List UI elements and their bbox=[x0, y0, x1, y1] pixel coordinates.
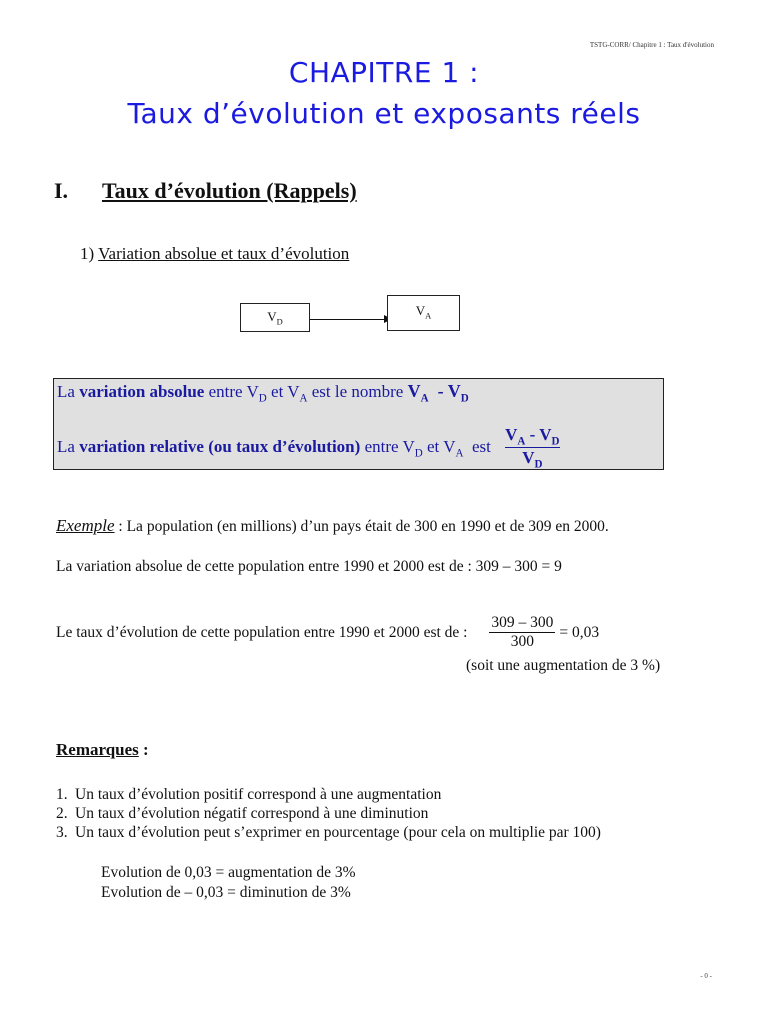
evolution-example: Evolution de – 0,03 = diminution de 3% bbox=[101, 884, 351, 901]
section-title: Taux d’évolution (Rappels) bbox=[102, 178, 357, 203]
subsection-number: 1) bbox=[80, 244, 95, 263]
definition-relative: La variation relative (ou taux d’évolution) entre $V_D$ et $V_A$ est $\frac{V_A - V_D}{V_D}$ bbox=[57, 425, 560, 471]
page-number: - 0 - bbox=[700, 972, 712, 980]
arrow-line bbox=[310, 319, 386, 320]
example-label: Exemple bbox=[56, 516, 115, 535]
vd-box bbox=[240, 303, 310, 332]
example-line: Exemple : La population (en millions) d’un pays était de 300 en 1990 et de 309 en 2000. bbox=[56, 516, 609, 535]
header-note: TSTG-CORR/ Chapitre 1 : Taux d'évolution bbox=[589, 41, 714, 49]
va-label: $V_A$ bbox=[415, 303, 432, 321]
definition-absolute: La variation absolue entre $V_D$ et $V_A$ est le nombre $V_A - V_D$ bbox=[57, 381, 469, 405]
section-heading bbox=[54, 178, 357, 204]
vd-label: $V_D$ bbox=[267, 308, 283, 327]
evolution-example: Evolution de 0,03 = augmentation de 3% bbox=[101, 864, 356, 881]
section-number: I. bbox=[54, 178, 69, 203]
rate-fraction: $\frac{309 - 300}{300}$ bbox=[491, 614, 554, 650]
example-rate: Le taux d’évolution de cette population entre 1990 et 2000 est de : $\frac{309 - 300}{300}$ = 0,03 bbox=[56, 614, 600, 650]
relative-fraction: $\frac{V_A - V_D}{V_D}$ bbox=[505, 425, 560, 471]
list-item: 1. Un taux d’évolution positif correspond à une augmentation bbox=[56, 786, 442, 803]
chapter-title: CHAPITRE 1 : bbox=[288, 56, 480, 89]
subsection-title: Variation absolue et taux d’évolution bbox=[98, 244, 350, 263]
subsection-heading bbox=[80, 244, 349, 264]
example-absolute: La variation absolue de cette population entre 1990 et 2000 est de : 309 – 300 = 9 bbox=[56, 558, 562, 575]
example-text: La population (en millions) d’un pays était de 300 en 1990 et de 309 en 2000. bbox=[126, 518, 609, 535]
chapter-subtitle: Taux d’évolution et exposants réels bbox=[127, 97, 641, 130]
example-note: (soit une augmentation de 3 %) bbox=[466, 657, 661, 674]
list-item: 2. Un taux d’évolution négatif correspond à une diminution bbox=[56, 805, 429, 822]
va-box bbox=[387, 295, 460, 331]
list-item: 3. Un taux d’évolution peut s’exprimer en pourcentage (pour cela on multiplie par 100) bbox=[56, 824, 601, 841]
remarks-heading: Remarques : bbox=[56, 740, 149, 759]
